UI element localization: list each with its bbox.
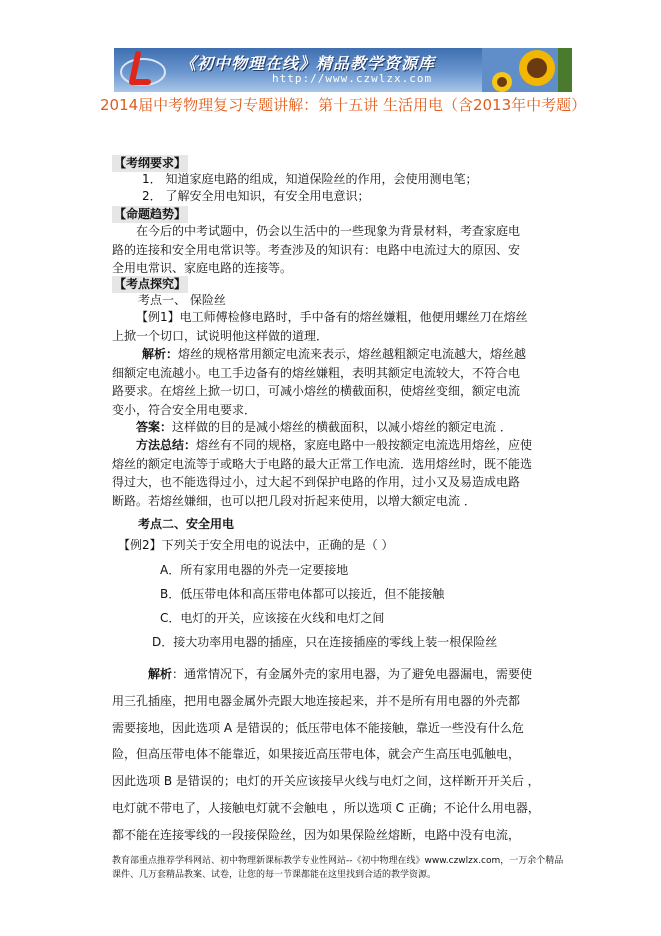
trend-paragraph: 在今后的中考试题中，仍会以生活中的一些现象为背景材料，考查家庭电 路的连接和安全用电常识等。考查涉及的知识有：电路中电流过大的原因、安 全用电常识、家庭电路的连接等。 [112, 224, 521, 275]
example-1: 【例1】电工师傅检修电路时，手中备有的熔丝嫌粗，他便用螺丝刀在熔丝 上掀一个切口，试说明他这样做的道理． [112, 310, 528, 343]
document-title: 2014届中考物理复习专题讲解：第十五讲 生活用电（含2013年中考题） [100, 96, 587, 114]
section-label-explore: 【考点探究】 [114, 277, 187, 291]
section-label-trend: 【命题趋势】 [114, 207, 187, 221]
page-footer: 教育部重点推荐学科网站、初中物理新课标教学专业性网站--《初中物理在线》www.czwlzx.com，一万余个精品课件、几万套精品教案、试卷，让您的每一节课都能在这里找到合适的教学资源。 [112, 856, 564, 880]
banner-title: 《初中物理在线》精品教学资源库 [180, 54, 436, 73]
answer-1: 答案：这样做的目的是减小熔丝的横截面积，以减小熔丝的额定电流 ． [136, 420, 512, 434]
logo-icon [118, 48, 168, 92]
banner-url[interactable]: http://www.czwlzx.com [272, 72, 433, 85]
option: A．所有家用电器的外壳一定要接地 [160, 563, 349, 577]
header-banner [114, 48, 572, 92]
sunflower-icon [482, 48, 572, 92]
syllabus-item: 2． 了解安全用电知识，有安全用电意识； [142, 189, 370, 203]
syllabus-item: 1． 知道家庭电路的组成，知道保险丝的作用，会使用测电笔； [142, 172, 478, 186]
section-label-syllabus: 【考纲要求】 [114, 156, 187, 170]
option: C．电灯的开关，应该接在火线和电灯之间 [160, 611, 385, 625]
options-list [152, 558, 498, 654]
option: D．接大功率用电器的插座，只在连接插座的零线上装一根保险丝 [152, 635, 498, 649]
analysis-1: 解析：熔丝的规格常用额定电流来表示，熔丝越粗额定电流越大，熔丝越 细额定电流越小。电工手边备有的熔丝嫌粗，表明其额定电流较大，不符合电 路要求。在熔丝上掀一切口，可减小熔丝的横截面积，使熔丝变细，额定电流 变小，符合安全用电要求． [112, 347, 527, 417]
option: B．低压带电体和高压带电体都可以接近，但不能接触 [160, 587, 445, 601]
analysis-2: 解析：通常情况下，有金属外壳的家用电器，为了避免电器漏电，需要使 用三孔插座，把用电器金属外壳跟大地连接起来，并不是所有用电器的外壳都 需要接地，因此选项 A 是错误的；低压带电体不能接触，靠近一些没有什么危 险，但高压带电体不能靠近，如果接近高压带电体，就会产生高压电弧触电， 因此选项 B 是错误的；电灯的开关应该接早火线与电灯之间，这样断开开关后 ， 电灯就不带电了，人接触电灯就不会触电 ，所以选项 C 正确；不论什么用电器， 都不能在连接零线的一段接保险丝，因为如果保险丝熔断，电路中没有电流， [112, 667, 540, 842]
point-heading: 考点二、安全用电 [138, 517, 235, 531]
point-heading: 考点一、 保险丝 [138, 293, 226, 307]
example-2: 【例2】下列关于安全用电的说法中，正确的是（ ） [118, 538, 394, 552]
method-summary: 方法总结：熔丝有不同的规格，家庭电路中一般按额定电流选用熔丝，应使 熔丝的额定电流等于或略大于电路的最大正常工作电流．选用熔丝时，既不能选 得过大，也不能选得过小，过大起不到保护电路的作用，过小又及易造成电路 断路。若熔丝嫌细，也可以把几段对折起来使用，以增大额定电流 ． [112, 438, 533, 508]
